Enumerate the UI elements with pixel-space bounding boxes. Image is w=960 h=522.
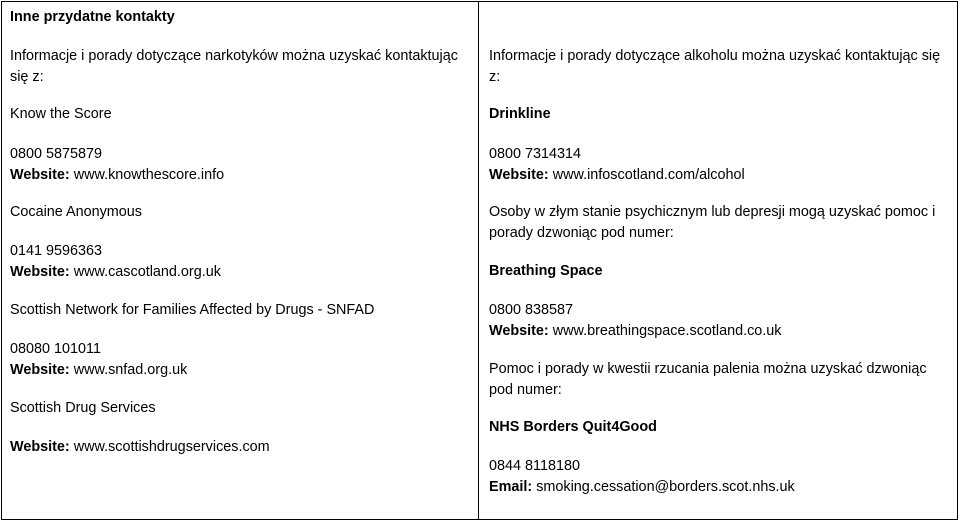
contact-phone-snfad: 08080 101011 [10,341,101,357]
contact-name-scottish-drug-services: Scottish Drug Services [10,400,156,416]
contact-phone-nhs-borders: 0844 8118180 [489,458,580,474]
smoking-intro: Pomoc i porady w kwestii rzucania palenia można uzyskać dzwoniąc pod numer: [489,361,927,398]
column-divider [478,1,479,520]
contact-website-scottish-drug-services [10,437,472,458]
contact-email-nhs-borders [489,477,951,498]
website-label: Website: [489,323,549,339]
website-link[interactable]: www.infoscotland.com/alcohol [552,167,745,183]
contact-name-know-the-score: Know the Score [10,106,112,122]
contact-website-breathing-space [489,321,951,342]
contact-name-breathing-space: Breathing Space [489,263,603,279]
website-label: Website: [489,167,549,183]
contact-name-nhs-borders: NHS Borders Quit4Good [489,419,657,435]
drugs-intro: Informacje i porady dotyczące narkotyków można uzyskać kontaktując się z: [10,48,458,85]
contact-website-cocaine-anonymous [10,262,472,283]
website-label: Website: [10,264,70,280]
contact-phone-cocaine-anonymous: 0141 9596363 [10,243,103,259]
contact-name-cocaine-anonymous: Cocaine Anonymous [10,204,142,220]
website-link[interactable]: www.snfad.org.uk [73,362,188,378]
website-link[interactable]: www.cascotland.org.uk [73,264,221,280]
website-link[interactable]: www.scottishdrugservices.com [73,439,270,455]
website-link[interactable]: www.knowthescore.info [73,167,225,183]
contact-phone-breathing-space: 0800 838587 [489,302,574,318]
website-link[interactable]: www.breathingspace.scotland.co.uk [552,323,782,339]
contact-name-snfad: Scottish Network for Families Affected by Drugs - SNFAD [10,302,375,318]
website-label: Website: [10,439,70,455]
email-label: Email: [489,479,533,495]
contact-website-snfad [10,360,472,381]
contact-phone-drinkline: 0800 7314314 [489,146,582,162]
contact-phone-know-the-score: 0800 5875879 [10,146,103,162]
website-label: Website: [10,167,70,183]
website-label: Website: [10,362,70,378]
email-link[interactable]: smoking.cessation@borders.scot.nhs.uk [536,479,795,495]
section-heading: Inne przydatne kontakty [10,9,175,25]
alcohol-intro: Informacje i porady dotyczące alkoholu można uzyskać kontaktując się z: [489,48,941,85]
contact-name-drinkline: Drinkline [489,106,551,122]
mental-health-intro: Osoby w złym stanie psychicznym lub depresji mogą uzyskać pomoc i porady dzwoniąc pod numer: [489,204,936,241]
contact-website-drinkline [489,165,951,186]
contact-website-know-the-score [10,165,472,186]
